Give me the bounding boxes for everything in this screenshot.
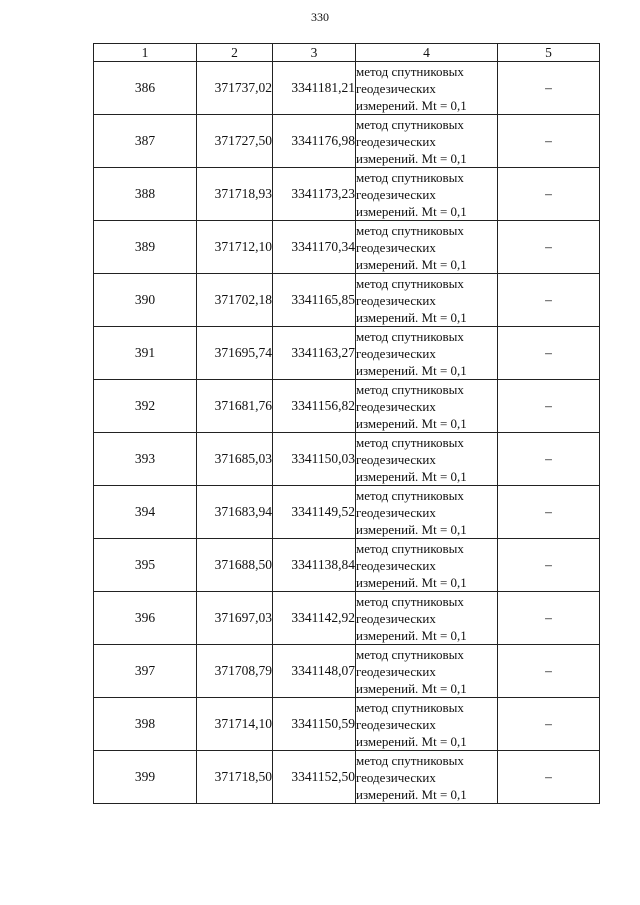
point-number-cell: 391 (94, 327, 197, 380)
table-row (94, 592, 600, 645)
column-header-5: 5 (498, 44, 600, 62)
y-coordinate-cell: 3341165,85 (273, 274, 356, 327)
y-coordinate-cell: 3341148,07 (273, 645, 356, 698)
method-line: измерений. Mt = 0,1 (356, 97, 467, 113)
y-coordinate-cell: 3341152,50 (273, 751, 356, 804)
method-line: метод спутниковых (356, 646, 464, 662)
point-number-cell: 386 (94, 62, 197, 115)
method-line: метод спутниковых (356, 222, 464, 238)
method-cell (356, 539, 498, 592)
method-cell (356, 62, 498, 115)
table-row (94, 168, 600, 221)
y-coordinate-cell: 3341150,59 (273, 698, 356, 751)
method-line: измерений. Mt = 0,1 (356, 468, 467, 484)
method-line: измерений. Mt = 0,1 (356, 627, 467, 643)
method-cell (356, 592, 498, 645)
x-coordinate-cell: 371695,74 (197, 327, 273, 380)
method-line: метод спутниковых (356, 116, 464, 132)
point-number-cell: 389 (94, 221, 197, 274)
table-row (94, 274, 600, 327)
method-line: геодезических (356, 716, 436, 732)
method-line: измерений. Mt = 0,1 (356, 733, 467, 749)
method-line: метод спутниковых (356, 593, 464, 609)
column-header-2: 2 (197, 44, 273, 62)
method-cell (356, 168, 498, 221)
method-cell (356, 751, 498, 804)
method-cell (356, 698, 498, 751)
column-5-cell: – (498, 168, 600, 221)
table-row (94, 486, 600, 539)
y-coordinate-cell: 3341138,84 (273, 539, 356, 592)
y-coordinate-cell: 3341163,27 (273, 327, 356, 380)
y-coordinate-cell: 3341142,92 (273, 592, 356, 645)
method-line: измерений. Mt = 0,1 (356, 786, 467, 802)
method-line: метод спутниковых (356, 169, 464, 185)
method-line: измерений. Mt = 0,1 (356, 680, 467, 696)
x-coordinate-cell: 371697,03 (197, 592, 273, 645)
table-row (94, 433, 600, 486)
column-5-cell: – (498, 62, 600, 115)
x-coordinate-cell: 371737,02 (197, 62, 273, 115)
table-row (94, 327, 600, 380)
column-5-cell: – (498, 327, 600, 380)
x-coordinate-cell: 371708,79 (197, 645, 273, 698)
point-number-cell: 392 (94, 380, 197, 433)
method-line: метод спутниковых (356, 540, 464, 556)
method-line: геодезических (356, 345, 436, 361)
y-coordinate-cell: 3341173,23 (273, 168, 356, 221)
method-line: метод спутниковых (356, 63, 464, 79)
point-number-cell: 394 (94, 486, 197, 539)
table-row (94, 62, 600, 115)
point-number-cell: 395 (94, 539, 197, 592)
table-row (94, 115, 600, 168)
method-line: геодезических (356, 239, 436, 255)
method-line: геодезических (356, 451, 436, 467)
method-line: метод спутниковых (356, 752, 464, 768)
column-header-1: 1 (94, 44, 197, 62)
x-coordinate-cell: 371714,10 (197, 698, 273, 751)
table-row (94, 645, 600, 698)
column-header-3: 3 (273, 44, 356, 62)
method-line: геодезических (356, 610, 436, 626)
y-coordinate-cell: 3341150,03 (273, 433, 356, 486)
method-line: геодезических (356, 292, 436, 308)
method-line: геодезических (356, 133, 436, 149)
column-5-cell: – (498, 433, 600, 486)
method-line: геодезических (356, 80, 436, 96)
table-body (94, 62, 600, 804)
method-cell (356, 115, 498, 168)
point-number-cell: 397 (94, 645, 197, 698)
method-line: геодезических (356, 398, 436, 414)
method-cell (356, 274, 498, 327)
y-coordinate-cell: 3341170,34 (273, 221, 356, 274)
x-coordinate-cell: 371718,50 (197, 751, 273, 804)
method-line: измерений. Mt = 0,1 (356, 362, 467, 378)
method-line: метод спутниковых (356, 487, 464, 503)
table-header-row (94, 44, 600, 62)
method-cell (356, 221, 498, 274)
point-number-cell: 390 (94, 274, 197, 327)
method-line: измерений. Mt = 0,1 (356, 415, 467, 431)
method-cell (356, 327, 498, 380)
column-5-cell: – (498, 698, 600, 751)
method-line: геодезических (356, 186, 436, 202)
x-coordinate-cell: 371718,93 (197, 168, 273, 221)
method-line: геодезических (356, 769, 436, 785)
coordinates-table (93, 43, 600, 804)
method-line: измерений. Mt = 0,1 (356, 203, 467, 219)
y-coordinate-cell: 3341181,21 (273, 62, 356, 115)
x-coordinate-cell: 371681,76 (197, 380, 273, 433)
x-coordinate-cell: 371702,18 (197, 274, 273, 327)
method-line: метод спутниковых (356, 381, 464, 397)
column-5-cell: – (498, 115, 600, 168)
method-line: геодезических (356, 663, 436, 679)
method-cell (356, 645, 498, 698)
method-line: геодезических (356, 504, 436, 520)
x-coordinate-cell: 371712,10 (197, 221, 273, 274)
y-coordinate-cell: 3341149,52 (273, 486, 356, 539)
column-5-cell: – (498, 380, 600, 433)
method-line: метод спутниковых (356, 434, 464, 450)
point-number-cell: 388 (94, 168, 197, 221)
method-line: измерений. Mt = 0,1 (356, 150, 467, 166)
method-line: измерений. Mt = 0,1 (356, 309, 467, 325)
point-number-cell: 387 (94, 115, 197, 168)
method-line: измерений. Mt = 0,1 (356, 256, 467, 272)
y-coordinate-cell: 3341156,82 (273, 380, 356, 433)
column-5-cell: – (498, 645, 600, 698)
x-coordinate-cell: 371683,94 (197, 486, 273, 539)
point-number-cell: 398 (94, 698, 197, 751)
column-5-cell: – (498, 486, 600, 539)
x-coordinate-cell: 371727,50 (197, 115, 273, 168)
method-line: геодезических (356, 557, 436, 573)
point-number-cell: 393 (94, 433, 197, 486)
method-line: метод спутниковых (356, 699, 464, 715)
table-row (94, 698, 600, 751)
method-line: метод спутниковых (356, 275, 464, 291)
point-number-cell: 396 (94, 592, 197, 645)
y-coordinate-cell: 3341176,98 (273, 115, 356, 168)
method-line: измерений. Mt = 0,1 (356, 521, 467, 537)
x-coordinate-cell: 371685,03 (197, 433, 273, 486)
table-row (94, 751, 600, 804)
column-5-cell: – (498, 592, 600, 645)
column-5-cell: – (498, 539, 600, 592)
column-5-cell: – (498, 274, 600, 327)
table-row (94, 539, 600, 592)
method-cell (356, 380, 498, 433)
page-number: 330 (311, 10, 329, 24)
method-cell (356, 433, 498, 486)
column-5-cell: – (498, 221, 600, 274)
column-header-4: 4 (356, 44, 498, 62)
column-5-cell: – (498, 751, 600, 804)
method-line: метод спутниковых (356, 328, 464, 344)
method-line: измерений. Mt = 0,1 (356, 574, 467, 590)
table-row (94, 380, 600, 433)
method-cell (356, 486, 498, 539)
point-number-cell: 399 (94, 751, 197, 804)
table-row (94, 221, 600, 274)
x-coordinate-cell: 371688,50 (197, 539, 273, 592)
